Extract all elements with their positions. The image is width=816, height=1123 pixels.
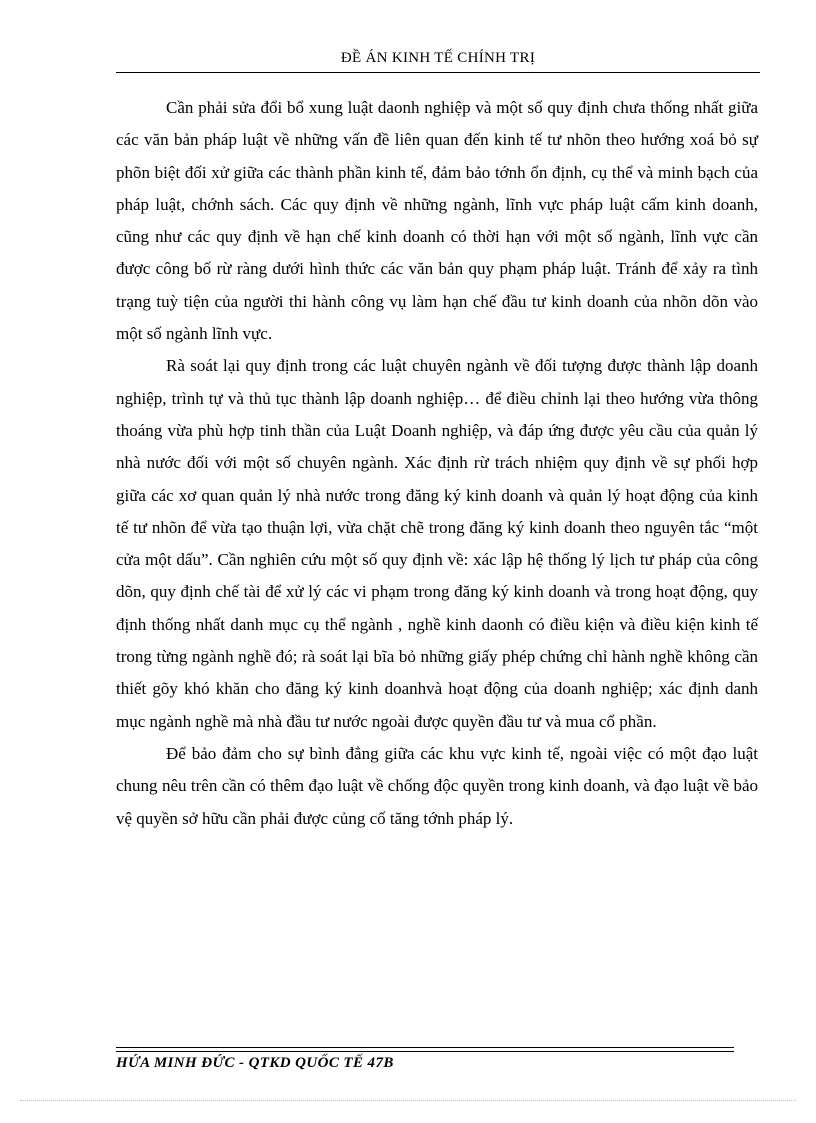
paragraph-2: Rà soát lại quy định trong các luật chuyên ngành về đối tượng được thành lập doanh nghiệp, trình tự và thủ tục thành lập doanh nghiệp… để điều chỉnh lại theo hướng vừa thông thoáng vừa phù hợp tinh thần của Luật Doanh nghiệp, và đáp ứng được yêu cầu của quản lý nhà nước đối với một số chuyên ngành. Xác định rừ trách nhiệm quy định về sự phối hợp giữa các xơ quan quản lý nhà nước trong đăng ký kinh doanh và quản lý hoạt động của kinh tế tư nhõn để vừa tạo thuận lợi, vừa chặt chẽ trong đăng ký kinh doanh theo nguyên tắc “một cửa một dấu”. Cần nghiên cứu một số quy định về: xác lập hệ thống lý lịch tư pháp của công dõn, quy định chế tài để xử lý các vi phạm trong đăng ký kinh doanh và trong hoạt động, quy định thống nhất danh mục cụ thể ngành , nghề kinh daonh có điều kiện và điều kiện kinh tế trong từng ngành nghề đó; rà soát lại bĩa bỏ những giấy phép chứng chỉ hành nghề không cần thiết gõy khó khăn cho đăng ký kinh doanhvà hoạt động của doanh nghiệp; xác định danh mục ngành nghề mà nhà đầu tư nước ngoài được quyền đầu tư và mua cổ phần. [116,356,758,731]
header-divider [116,72,760,73]
page-footer-author: HỨA MINH ĐỨC - QTKD QUỐC TẾ 47B [116,1055,394,1071]
page-bottom-dotted-line [20,1100,796,1101]
footer-divider-bottom [116,1051,734,1052]
page-header-title: ĐỀ ÁN KINH TẾ CHÍNH TRỊ [340,50,536,66]
document-body [116,92,758,835]
paragraph-1: Cần phải sửa đổi bổ xung luật daonh nghiệp và một số quy định chưa thống nhất giữa các văn bản pháp luật về những vấn đề liên quan đến kinh tế tư nhõn theo hướng xoá bỏ sự phõn biệt đối xử giữa các thành phần kinh tế, đảm bảo tớnh ổn định, cụ thể và minh bạch của pháp luật, chớnh sách. Các quy định về những ngành, lĩnh vực pháp luật cấm kinh doanh, cũng như các quy định về hạn chế kinh doanh có thời hạn với một số ngành, lĩnh vực cần được công bố rừ ràng dưới hình thức các văn bản quy phạm pháp luật. Tránh để xảy ra tình trạng tuỳ tiện của người thi hành công vụ làm hạn chế đầu tư kinh doanh của nhõn dõn vào một số ngành lĩnh vực. [116,98,758,344]
footer-divider-top [116,1047,734,1048]
paragraph-3: Để bảo đảm cho sự bình đẳng giữa các khu vực kinh tế, ngoài việc có một đạo luật chung nêu trên cần có thêm đạo luật về chống độc quyền trong kinh doanh, và đạo luật về bảo vệ quyền sở hữu cần phải được củng cố tăng tớnh pháp lý. [116,743,758,828]
